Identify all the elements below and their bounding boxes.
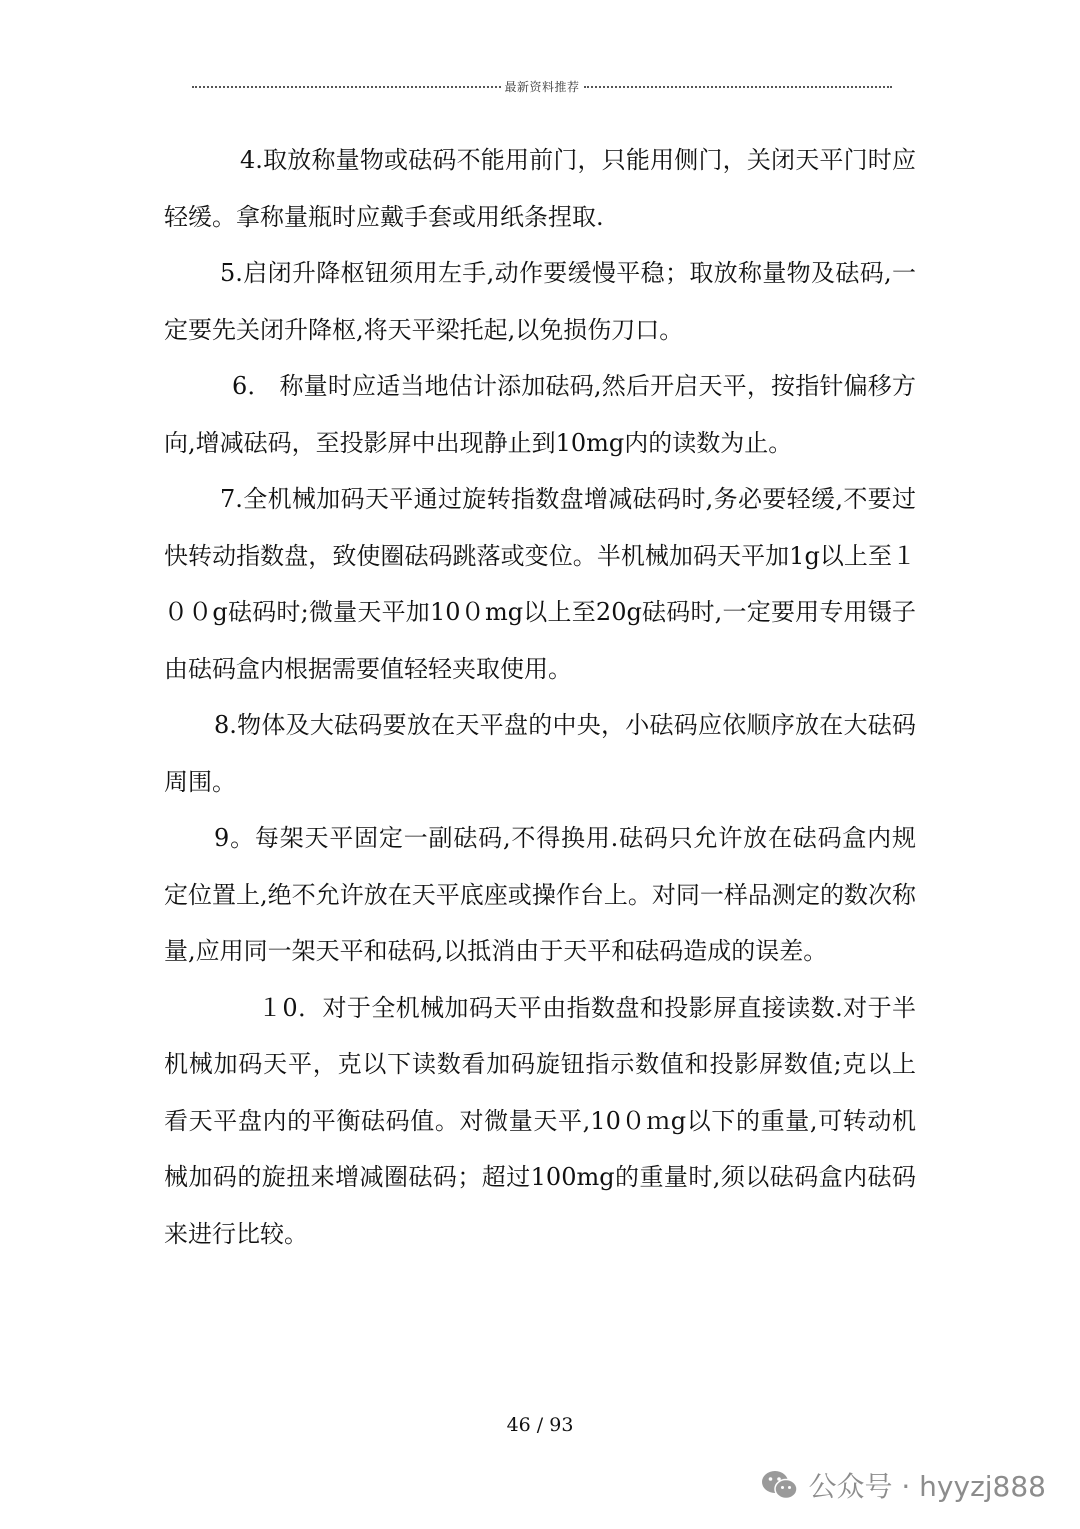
header-dots-left (192, 86, 501, 88)
page-header (192, 76, 892, 96)
watermark (760, 1462, 1046, 1508)
watermark-text: 公众号 · hyyzj888 (808, 1470, 1046, 1503)
paragraph-7: 7.全机械加码天平通过旋转指数盘增减砝码时,务必要轻缓,不要过快转动指数盘，致使圈砝码跳落或变位。半机械加码天平加1g以上至１００g砝码时;微量天平加10０mg以上至20g砝码时,一定要用专用镊子由砝码盒内根据需要值轻轻夹取使用。 (164, 485, 916, 683)
paragraph-5: 5.启闭升降枢钮须用左手,动作要缓慢平稳；取放称量物及砝码,一定要先关闭升降枢,将天平梁托起,以免损伤刀口。 (164, 259, 916, 344)
wechat-logo-icon (760, 1469, 800, 1501)
paragraph-4: 4.取放称量物或砝码不能用前门，只能用侧门，关闭天平门时应轻缓。拿称量瓶时应戴手套或用纸条捏取. (164, 146, 916, 231)
paragraph-10: １0．对于全机械加码天平由指数盘和投影屏直接读数.对于半机械加码天平，克以下读数看加码旋钮指示数值和投影屏数值;克以上看天平盘内的平衡砝码值。对微量天平,10０ｍg以下的重量,可转动机械加码的旋扭来增减圈砝码；超过100mg的重量时,须以砝码盒内砝码来进行比较。 (164, 993, 916, 1248)
page-number: 46 / 93 (506, 1414, 574, 1436)
paragraph-9: 9。每架天平固定一副砝码,不得换用.砝码只允许放在砝码盒内规定位置上,绝不允许放在天平底座或操作台上。对同一样品测定的数次称量,应用同一架天平和砝码,以抵消由于天平和砝码造成的误差。 (164, 824, 916, 965)
header-label: 最新资料推荐 (504, 79, 580, 94)
document-body (164, 132, 916, 1262)
paragraph-6: 6． 称量时应适当地估计添加砝码,然后开启天平，按指针偏移方向,增减砝码，至投影屏中出现静止到10mg内的读数为止。 (164, 372, 916, 457)
paragraph-8: 8.物体及大砝码要放在天平盘的中央，小砝码应依顺序放在大砝码周围。 (164, 711, 916, 796)
header-dots-right (584, 86, 893, 88)
